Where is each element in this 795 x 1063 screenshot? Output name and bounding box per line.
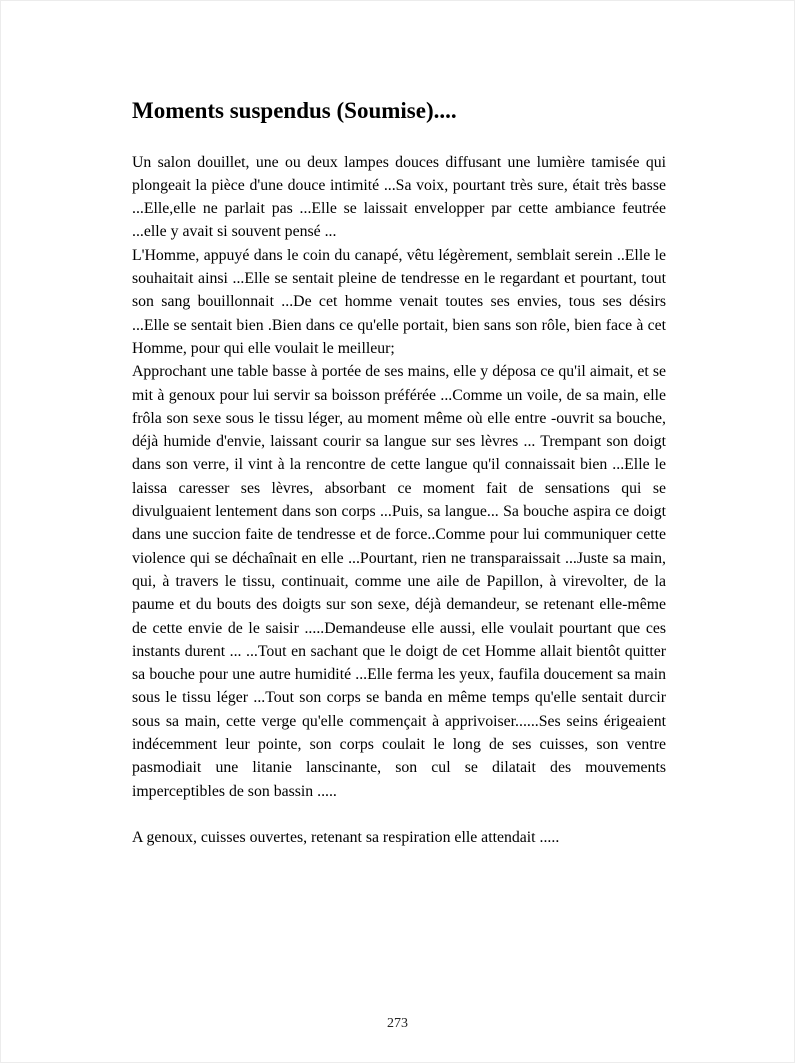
paragraph: Un salon douillet, une ou deux lampes douces diffusant une lumière tamisée qui plongeait la pièce d'une douce intimité ...Sa voix, pourtant très sure, était très basse ...Elle,elle ne parlait pas ...Elle se laissait envelopper par cette ambiance feutrée ...elle y avait si souvent pensé ... [132,153,666,241]
page-number: 273 [387,1016,408,1031]
text-block [132,97,666,849]
paragraph: Approchant une table basse à portée de ses mains, elle y déposa ce qu'il aimait, et se mit à genoux pour lui servir sa boisson préférée ...Comme un voile, de sa main, elle frôla son sexe sous le tissu léger, au moment même où elle entre -ouvrit sa bouche, déjà humide d'envie, laissant courir sa langue sur ses lèvres ... Trempant son doigt dans son verre, il vint à la rencontre de cette langue qu'il connaissait bien ...Elle le laissa caresser ses lèvres, absorbant ce moment fait de sensations qui se divulguaient lentement dans son corps ...Puis, sa langue... Sa bouche aspira ce doigt dans une succion faite de tendresse et de force..Comme pour lui communiquer cette violence qui se déchaînait en elle ...Pourtant, rien ne transparaissait ...Juste sa main, qui, à travers le tissu, continuait, comme une aile de Papillon, à virevolter, de la paume et du bouts des doigts sur son sexe, déjà demandeur, se retenant elle-même de cette envie de le saisir .....Demandeuse elle aussi, elle voulait pourtant que ces instants durent ... ...Tout en sachant que le doigt de cet Homme allait bientôt quitter sa bouche pour une autre humidité ...Elle ferma les yeux, faufila doucement sa main sous le tissu léger ...Tout son corps se banda en même temps qu'elle sentait durcir sous sa main, cette verge qu'elle commençait à apprivoiser......Ses seins érigeaient indécemment leur pointe, son corps coulait le long de ses cuisses, son ventre pasmodiait une litanie lanscinante, son cul se dilatait des mouvements imperceptibles de son bassin ..... [132,363,666,800]
paragraph: L'Homme, appuyé dans le coin du canapé, vêtu légèrement, semblait serein ..Elle le souhaitait ainsi ...Elle se sentait pleine de tendresse en le regardant et pourtant, tout son sang bouillonnait ...De cet homme venait toutes ses envies, tous ses désirs ...Elle se sentait bien .Bien dans ce qu'elle portait, bien sans son rôle, bien face à cet Homme, pour qui elle voulait le meilleur; [132,246,666,357]
paragraph: A genoux, cuisses ouvertes, retenant sa respiration elle attendait ..... [132,828,560,846]
page-title: Moments suspendus (Soumise).... [132,98,457,123]
body-text [132,151,666,850]
